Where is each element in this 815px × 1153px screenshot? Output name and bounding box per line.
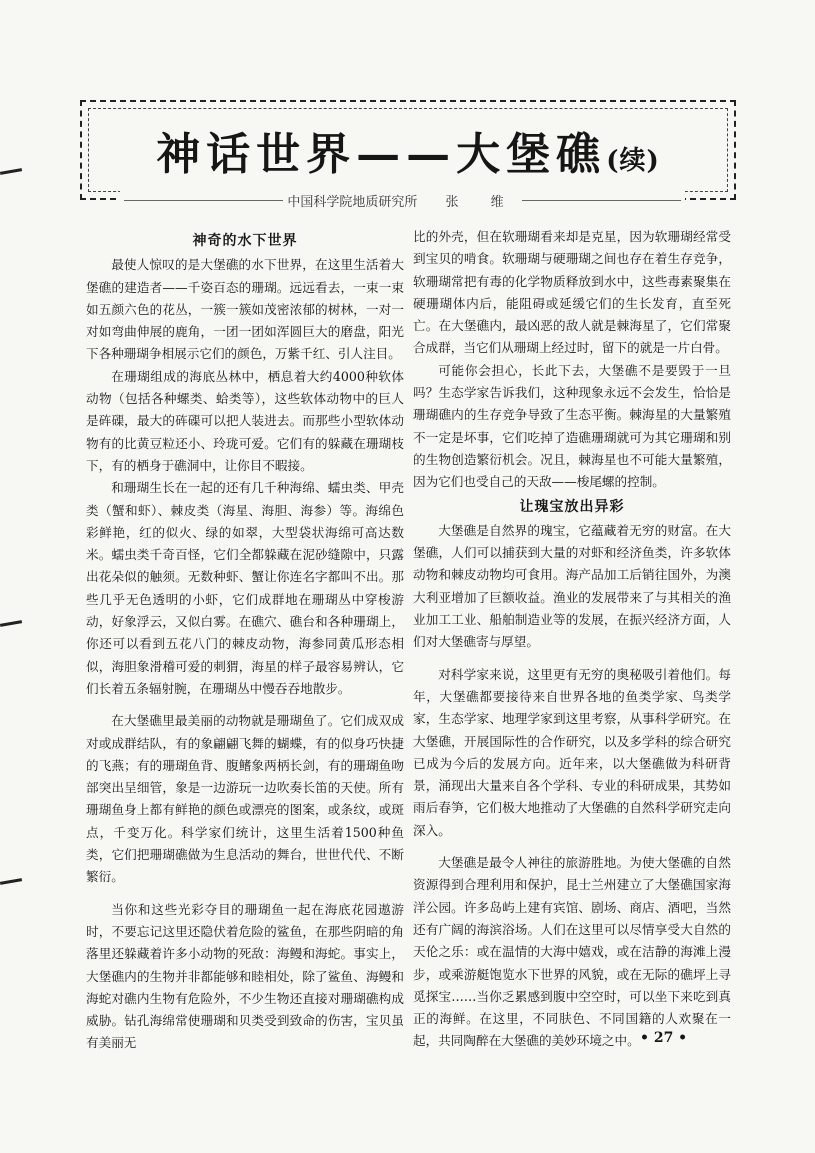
paragraph: 和珊瑚生长在一起的还有几千种海绵、蠕虫类、甲壳类（蟹和虾）、棘皮类（海星、海胆、海参）等。海绵色彩鲜艳，红的似火、绿的如翠，大型袋状海绵可高达数米。蠕虫类千奇百怪，它们全都躲藏在泥砂缝隙中，只露出花朵似的触须。无数种虾、蟹让你连名字都叫不出。那些几乎无色透明的小虾，它们成群地在珊瑚丛中穿梭游动，好象浮云，又似白雾。在礁穴、礁台和各种珊瑚上，你还可以看到五花八门的棘皮动物，海参同黄瓜形态相似，海胆象滑稽可爱的刺猬，海星的样子最容易辨认，它们长着五条辐射腕，在珊瑚丛中慢吞吞地散步。 (86, 480, 404, 696)
byline (120, 190, 685, 210)
byline-rule-right (522, 200, 681, 201)
paragraph: 在大堡礁里最美丽的动物就是珊瑚鱼了。它们成双成对或成群结队，有的象翩翩飞舞的蝴蝶，有的似身巧快捷的飞燕；有的珊瑚鱼背、腹鳍象两柄长剑，有的珊瑚鱼吻部突出呈细管，象是一边游玩一边吹奏长笛的天使。所有珊瑚鱼身上都有鲜艳的颜色或漂亮的图案，或条纹，或斑点，千变万化。科学家们统计，这里生活着1500种鱼类，它们把珊瑚礁做为生息活动的舞台，世世代代、不断繁衍。 (86, 713, 404, 885)
paragraph: 对科学家来说，这里更有无穷的奥秘吸引着他们。每年，大堡礁都要接待来自世界各地的鱼类学家、鸟类学家，生态学家、地理学家到这里考察，从事科学研究。在大堡礁，开展国际性的合作研究，以及多学科的综合研究已成为今后的发展方向。近年来，以大堡礁做为科研背景，涌现出大量来自各个学科、专业的科研成果，其势如雨后春笋，它们极大地推动了大堡礁的自然科学研究走向深入。 (413, 666, 731, 838)
byline-rule-left (124, 200, 283, 201)
paragraph: 当你和这些光彩夺目的珊瑚鱼一起在海底花园遨游时，不要忘记这里还隐伏着危险的鲨鱼，在那些阴暗的角落里还躲藏着许多小动物的死敌：海鳗和海蛇。事实上，大堡礁内的生物并非都能够和睦相处，除了鲨鱼、海鳗和海蛇对礁内生物有危险外，不少生物还直接对珊瑚礁构成威胁。钻孔海绵常使珊瑚和贝类受到致命的伤害，宝贝虽有美丽无 (86, 901, 404, 1051)
section-heading: 让瑰宝放出异彩 (519, 498, 625, 515)
paragraph: 在珊瑚组成的海底丛林中，栖息着大约4000种软体动物（包括各种螺类、蛤类等），这些软体动物中的巨人是砗磲，最大的砗磲可以把人装进去。而那些小型软体动物有的比黄豆粒还小、玲珑可爱。它们有的躲藏在珊瑚枝下，有的栖身于礁洞中，让你目不暇接。 (86, 368, 404, 473)
paragraph-continued: 比的外壳，但在软珊瑚看来却是克星，因为软珊瑚经常受到宝贝的啃食。软珊瑚与硬珊瑚之间也存在着生存竞争，软珊瑚常把有毒的化学物质释放到水中，这些毒素聚集在硬珊瑚体内后，能阻碍或延缓它们的生长发育，直至死亡。在大堡礁内，最凶恶的敌人就是棘海星了，它们常聚合成群，当它们从珊瑚上经过时，留下的就是一片白骨。 (413, 229, 731, 356)
right-column (413, 226, 731, 1053)
article-title (82, 130, 734, 186)
title-frame (80, 100, 736, 200)
paragraph: 大堡礁是自然界的瑰宝，它蕴藏着无穷的财富。在大堡礁，人们可以捕获到大量的对虾和经济鱼类，许多软体动物和棘皮动物均可食用。海产品加工后销往国外，为澳大利亚增加了巨额收益。渔业的发展带来了与其相关的渔业加工工业、船舶制造业等的发展，在振兴经济方面，人们对大堡礁寄与厚望。 (413, 522, 731, 650)
left-column (86, 228, 404, 1055)
author-affiliation: 中国科学院地质研究所 (287, 194, 418, 210)
paragraph: 可能你会担心，长此下去，大堡礁不是要毁于一旦吗？生态学家告诉我们，这种现象永远不会发生，恰恰是珊瑚礁内的生存竞争导致了生态平衡。棘海星的大量繁殖不一定是坏事，它们吃掉了造礁珊瑚就可为其它珊瑚和别的生物创造繁衍机会。况且，棘海星也不可能大量繁殖，因为它们也受自己的天敌——梭尾螺的控制。 (413, 362, 731, 490)
paragraph: 最使人惊叹的是大堡礁的水下世界，在这里生活着大堡礁的建造者——千姿百态的珊瑚。远远看去，一束一束如五颜六色的花丛，一簇一簇如茂密浓郁的树林，一对一对如弯曲伸展的鹿角，一团一团如浑圆巨大的磨盘，阳光下各种珊瑚争相展示它们的颜色，万紫千红、引人注目。 (86, 257, 404, 362)
title-suffix: (续) (606, 146, 660, 176)
paragraph: 大堡礁是最令人神往的旅游胜地。为使大堡礁的自然资源得到合理利用和保护，昆士兰州建立了大堡礁国家海洋公园。许多岛屿上建有宾馆、剧场、商店、酒吧，当然还有广阔的海滨浴场。人们在这里可以尽情享受大自然的天伦之乐：或在温情的大海中嬉戏，或在洁静的海滩上漫步，或乘游艇饱览水下世界的风貌，或在无际的礁坪上寻觅探宝……当你乏累感到腹中空空时，可以坐下来吃到真正的海鲜。在这里，不同肤色、不同国籍的人欢聚在一起，共同陶醉在大堡礁的美妙环境之中。 (413, 855, 731, 1049)
scan-mark (0, 620, 22, 627)
author-name: 张 维 (445, 194, 518, 210)
title-main: 神话世界——大堡礁 (156, 129, 607, 180)
section-heading: 神奇的水下世界 (192, 233, 298, 249)
page-number: • 27 • (640, 1030, 688, 1046)
scan-mark (0, 878, 22, 885)
scan-mark (0, 168, 22, 175)
